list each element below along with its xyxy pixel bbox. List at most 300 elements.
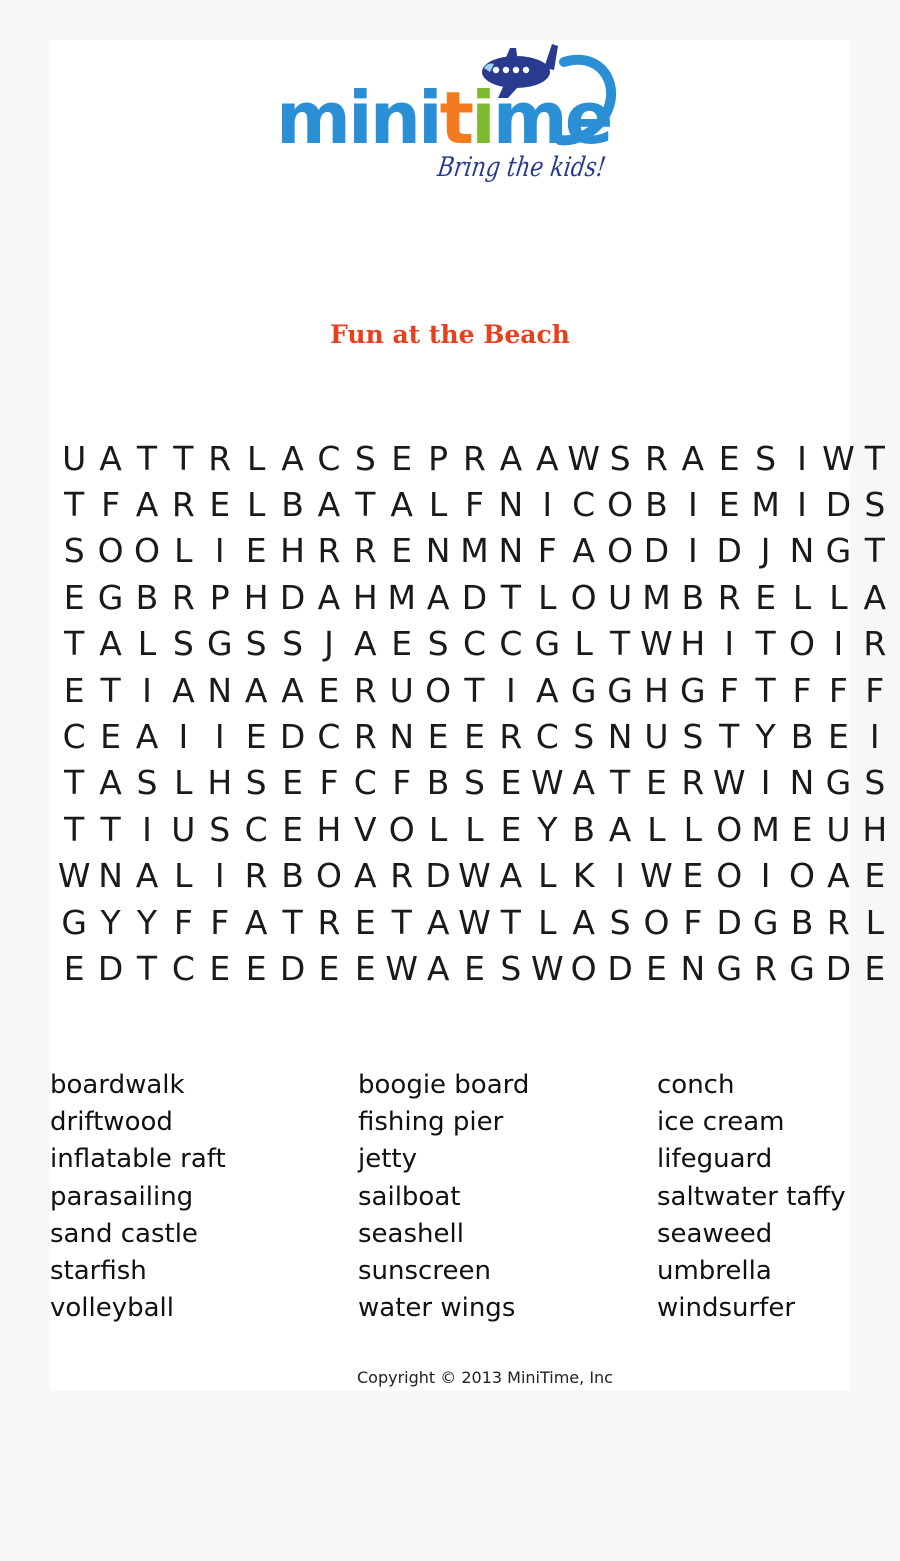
grid-letter: E bbox=[391, 531, 413, 571]
grid-letter: T bbox=[282, 902, 303, 942]
grid-letter: G bbox=[97, 577, 124, 617]
minitime-logo bbox=[276, 40, 626, 205]
grid-letter: R bbox=[390, 856, 414, 896]
grid-letter: H bbox=[644, 670, 669, 710]
grid-letter: C bbox=[317, 717, 341, 757]
grid-letter: T bbox=[64, 624, 85, 664]
grid-letter: C bbox=[353, 763, 377, 803]
grid-letter: A bbox=[135, 485, 159, 525]
grid-letter: W bbox=[458, 856, 491, 896]
grid-letter: D bbox=[279, 717, 306, 757]
grid-letter: I bbox=[506, 670, 516, 710]
grid-letter: H bbox=[243, 577, 269, 617]
grid-letter: N bbox=[207, 670, 233, 710]
grid-letter: T bbox=[609, 624, 631, 664]
grid-letter: E bbox=[464, 717, 485, 757]
grid-row bbox=[56, 481, 893, 527]
word-list-item: lifeguard bbox=[657, 1144, 773, 1175]
grid-letter: T bbox=[173, 438, 194, 478]
grid-letter: B bbox=[790, 717, 814, 757]
grid-letter: U bbox=[62, 438, 87, 478]
grid-letter: B bbox=[135, 577, 159, 617]
grid-letter: T bbox=[355, 485, 376, 525]
grid-letter: A bbox=[244, 902, 268, 942]
grid-letter: G bbox=[61, 902, 87, 942]
grid-letter: G bbox=[825, 531, 852, 571]
grid-letter: A bbox=[281, 438, 304, 478]
grid-letter: F bbox=[865, 670, 885, 710]
grid-letter: O bbox=[425, 670, 452, 710]
grid-letter: W bbox=[57, 856, 91, 896]
grid-row bbox=[56, 667, 893, 713]
grid-letter: F bbox=[173, 902, 193, 942]
word-list-item: driftwood bbox=[50, 1107, 173, 1138]
grid-letter: U bbox=[389, 670, 414, 710]
grid-letter: E bbox=[209, 948, 231, 988]
grid-letter: I bbox=[214, 717, 225, 757]
grid-letter: T bbox=[464, 670, 485, 710]
grid-letter: F bbox=[537, 531, 557, 571]
grid-letter: I bbox=[615, 856, 625, 896]
grid-letter: T bbox=[864, 531, 885, 571]
grid-letter: J bbox=[324, 624, 334, 664]
grid-letter: A bbox=[572, 531, 595, 571]
word-list-item: sailboat bbox=[358, 1181, 461, 1212]
grid-letter: S bbox=[172, 624, 194, 664]
grid-letter: F bbox=[719, 670, 739, 710]
grid-letter: O bbox=[789, 624, 815, 664]
word-list-item: seaweed bbox=[657, 1218, 773, 1249]
grid-letter: E bbox=[827, 717, 849, 757]
grid-letter: L bbox=[647, 809, 666, 849]
grid-letter: L bbox=[246, 438, 266, 478]
grid-letter: E bbox=[245, 717, 267, 757]
grid-letter: A bbox=[99, 763, 122, 803]
grid-row bbox=[56, 435, 893, 481]
word-list-item: jetty bbox=[358, 1144, 417, 1175]
grid-letter: N bbox=[498, 485, 524, 525]
grid-letter: A bbox=[99, 624, 122, 664]
grid-letter: R bbox=[353, 531, 377, 571]
grid-letter: M bbox=[387, 577, 416, 617]
grid-letter: L bbox=[174, 856, 193, 896]
word-list-item: windsurfer bbox=[657, 1293, 796, 1324]
grid-letter: I bbox=[760, 763, 771, 803]
grid-letter: O bbox=[315, 856, 342, 896]
word-list-column-3 bbox=[657, 1067, 846, 1327]
grid-letter: A bbox=[135, 717, 159, 757]
word-list-item: boogie board bbox=[358, 1070, 530, 1100]
grid-letter: A bbox=[499, 856, 523, 896]
grid-letter: F bbox=[828, 670, 848, 710]
grid-letter: A bbox=[281, 670, 304, 710]
grid-letter: R bbox=[317, 531, 341, 571]
grid-letter: A bbox=[572, 763, 595, 803]
grid-letter: T bbox=[64, 763, 85, 803]
grid-row bbox=[56, 760, 893, 806]
grid-letter: P bbox=[428, 438, 449, 478]
grid-letter: R bbox=[171, 577, 195, 617]
worksheet-page bbox=[50, 40, 888, 1391]
grid-letter: E bbox=[354, 948, 376, 988]
grid-letter: G bbox=[825, 763, 852, 803]
word-list-column-2 bbox=[358, 1067, 529, 1327]
grid-letter: R bbox=[171, 485, 195, 525]
grid-letter: B bbox=[426, 763, 450, 803]
word-list-item: boardwalk bbox=[50, 1070, 185, 1100]
grid-letter: E bbox=[282, 763, 303, 803]
grid-row bbox=[56, 528, 893, 574]
grid-letter: W bbox=[385, 948, 419, 988]
grid-letter: M bbox=[751, 809, 780, 849]
grid-letter: D bbox=[279, 577, 306, 617]
grid-letter: L bbox=[538, 577, 557, 617]
grid-letter: R bbox=[208, 438, 232, 478]
grid-letter: R bbox=[317, 902, 341, 942]
grid-letter: W bbox=[822, 438, 855, 478]
grid-letter: S bbox=[755, 438, 777, 478]
grid-letter: A bbox=[426, 902, 450, 942]
grid-letter: E bbox=[427, 717, 449, 757]
grid-letter: C bbox=[317, 438, 341, 478]
grid-row bbox=[56, 621, 893, 667]
grid-letter: S bbox=[609, 438, 631, 478]
grid-letter: A bbox=[172, 670, 195, 710]
grid-letter: I bbox=[869, 717, 880, 757]
word-list-item: water wings bbox=[358, 1293, 516, 1324]
grid-row bbox=[56, 574, 893, 620]
grid-letter: E bbox=[864, 856, 886, 896]
grid-letter: B bbox=[645, 485, 668, 525]
grid-letter: E bbox=[63, 948, 85, 988]
grid-letter: D bbox=[825, 948, 852, 988]
grid-letter: L bbox=[574, 624, 593, 664]
grid-letter: T bbox=[755, 624, 776, 664]
word-list-column-1 bbox=[50, 1067, 226, 1327]
grid-letter: K bbox=[572, 856, 595, 896]
grid-letter: U bbox=[171, 809, 196, 849]
grid-letter: C bbox=[62, 717, 86, 757]
grid-letter: E bbox=[63, 670, 85, 710]
grid-letter: I bbox=[142, 670, 152, 710]
grid-letter: R bbox=[244, 856, 268, 896]
grid-letter: G bbox=[570, 670, 597, 710]
word-list-item: ice cream bbox=[657, 1107, 785, 1138]
grid-letter: Y bbox=[100, 902, 121, 942]
grid-letter: A bbox=[426, 948, 450, 988]
grid-letter: L bbox=[428, 485, 448, 525]
grid-letter: S bbox=[500, 948, 522, 988]
word-list-item: saltwater taffy bbox=[657, 1181, 846, 1212]
grid-letter: E bbox=[718, 485, 740, 525]
grid-letter: E bbox=[646, 763, 667, 803]
grid-letter: F bbox=[683, 902, 703, 942]
word-list-item: umbrella bbox=[657, 1256, 772, 1287]
grid-letter: B bbox=[281, 485, 304, 525]
grid-letter: N bbox=[389, 717, 415, 757]
grid-letter: I bbox=[833, 624, 844, 664]
grid-letter: A bbox=[535, 438, 559, 478]
grid-letter: U bbox=[644, 717, 669, 757]
grid-letter: W bbox=[530, 763, 564, 803]
grid-letter: G bbox=[680, 670, 706, 710]
grid-letter: A bbox=[390, 485, 413, 525]
grid-letter: L bbox=[683, 809, 703, 849]
grid-letter: U bbox=[826, 809, 851, 849]
grid-letter: G bbox=[752, 902, 779, 942]
grid-letter: Y bbox=[755, 717, 776, 757]
grid-letter: R bbox=[826, 902, 850, 942]
grid-letter: A bbox=[535, 670, 559, 710]
grid-letter: N bbox=[789, 531, 815, 571]
grid-letter: E bbox=[354, 902, 376, 942]
grid-letter: I bbox=[178, 717, 189, 757]
grid-letter: A bbox=[863, 577, 887, 617]
grid-letter: S bbox=[682, 717, 704, 757]
grid-letter: L bbox=[792, 577, 812, 617]
grid-letter: B bbox=[790, 902, 814, 942]
grid-letter: R bbox=[863, 624, 887, 664]
grid-letter: C bbox=[462, 624, 487, 664]
grid-letter: L bbox=[174, 763, 193, 803]
grid-letter: N bbox=[425, 531, 451, 571]
logo-wordmark: minitime bbox=[276, 76, 611, 160]
grid-letter: A bbox=[572, 902, 595, 942]
grid-letter: B bbox=[572, 809, 595, 849]
grid-letter: T bbox=[64, 809, 85, 849]
grid-letter: S bbox=[427, 624, 449, 664]
grid-letter: R bbox=[754, 948, 778, 988]
grid-letter: S bbox=[864, 763, 886, 803]
word-list-item: seashell bbox=[358, 1218, 464, 1249]
grid-letter: U bbox=[607, 577, 633, 617]
grid-letter: C bbox=[572, 485, 596, 525]
grid-letter: D bbox=[716, 902, 742, 942]
grid-letter: R bbox=[353, 670, 377, 710]
word-list-item: sand castle bbox=[50, 1218, 198, 1249]
grid-letter: I bbox=[214, 856, 225, 896]
grid-letter: V bbox=[354, 809, 377, 849]
grid-letter: M bbox=[751, 485, 780, 525]
grid-letter: T bbox=[391, 902, 412, 942]
grid-letter: E bbox=[318, 948, 340, 988]
grid-letter: C bbox=[499, 624, 523, 664]
grid-letter: A bbox=[499, 438, 523, 478]
word-list-item: starfish bbox=[50, 1256, 147, 1287]
grid-letter: D bbox=[425, 856, 451, 896]
word-list-item: inflatable raft bbox=[50, 1144, 226, 1175]
grid-letter: L bbox=[538, 856, 557, 896]
grid-letter: O bbox=[133, 531, 160, 571]
grid-letter: O bbox=[97, 531, 124, 571]
grid-letter: L bbox=[137, 624, 157, 664]
grid-letter: N bbox=[680, 948, 706, 988]
grid-letter: R bbox=[681, 763, 705, 803]
grid-letter: S bbox=[209, 809, 231, 849]
grid-letter: E bbox=[391, 438, 413, 478]
grid-letter: L bbox=[538, 902, 557, 942]
grid-letter: J bbox=[760, 531, 771, 571]
grid-letter: T bbox=[755, 670, 776, 710]
grid-letter: T bbox=[100, 809, 121, 849]
grid-letter: G bbox=[607, 670, 633, 710]
grid-letter: A bbox=[317, 485, 341, 525]
copyright-notice: Copyright © 2013 MiniTime, Inc bbox=[357, 1368, 613, 1387]
grid-letter: C bbox=[244, 809, 268, 849]
grid-letter: W bbox=[640, 624, 673, 664]
grid-letter: F bbox=[792, 670, 812, 710]
grid-letter: B bbox=[281, 856, 304, 896]
grid-letter: I bbox=[687, 531, 698, 571]
grid-letter: I bbox=[214, 531, 225, 571]
grid-letter: S bbox=[354, 438, 376, 478]
grid-letter: T bbox=[500, 577, 521, 617]
grid-letter: B bbox=[681, 577, 705, 617]
grid-letter: E bbox=[245, 531, 267, 571]
grid-row bbox=[56, 945, 893, 991]
grid-letter: D bbox=[825, 485, 852, 525]
grid-letter: G bbox=[206, 624, 233, 664]
grid-letter: H bbox=[680, 624, 706, 664]
grid-letter: E bbox=[464, 948, 485, 988]
grid-letter: T bbox=[64, 485, 85, 525]
grid-letter: I bbox=[542, 485, 553, 525]
grid-letter: S bbox=[464, 763, 485, 803]
grid-letter: E bbox=[391, 624, 413, 664]
grid-letter: S bbox=[609, 902, 631, 942]
grid-letter: L bbox=[465, 809, 484, 849]
grid-letter: A bbox=[244, 670, 268, 710]
grid-row bbox=[56, 853, 893, 899]
grid-letter: S bbox=[245, 763, 267, 803]
grid-letter: S bbox=[63, 531, 85, 571]
grid-row bbox=[56, 713, 893, 759]
grid-letter: E bbox=[100, 717, 122, 757]
grid-letter: F bbox=[465, 485, 484, 525]
grid-letter: E bbox=[209, 485, 231, 525]
grid-letter: I bbox=[797, 438, 807, 478]
grid-letter: D bbox=[716, 531, 742, 571]
grid-letter: H bbox=[352, 577, 378, 617]
grid-letter: A bbox=[827, 856, 850, 896]
word-list-item: fishing pier bbox=[358, 1107, 504, 1138]
grid-letter: P bbox=[209, 577, 230, 617]
grid-letter: T bbox=[100, 670, 121, 710]
grid-letter: O bbox=[716, 856, 743, 896]
grid-letter: H bbox=[207, 763, 233, 803]
grid-letter: F bbox=[392, 763, 412, 803]
grid-letter: E bbox=[318, 670, 340, 710]
grid-letter: W bbox=[712, 763, 746, 803]
grid-letter: L bbox=[174, 531, 193, 571]
grid-letter: A bbox=[608, 809, 632, 849]
grid-letter: R bbox=[717, 577, 741, 617]
grid-letter: H bbox=[316, 809, 342, 849]
grid-letter: R bbox=[499, 717, 523, 757]
grid-letter: E bbox=[718, 438, 740, 478]
grid-letter: A bbox=[99, 438, 122, 478]
grid-letter: D bbox=[643, 531, 670, 571]
grid-letter: T bbox=[500, 902, 521, 942]
grid-letter: O bbox=[643, 902, 670, 942]
grid-letter: O bbox=[388, 809, 415, 849]
grid-letter: R bbox=[463, 438, 486, 478]
grid-letter: D bbox=[279, 948, 306, 988]
grid-letter: G bbox=[534, 624, 561, 664]
grid-letter: I bbox=[724, 624, 735, 664]
grid-letter: L bbox=[829, 577, 848, 617]
logo-tagline: Bring the kids! bbox=[435, 152, 608, 183]
grid-letter: E bbox=[864, 948, 886, 988]
grid-letter: O bbox=[716, 809, 743, 849]
grid-letter: T bbox=[136, 438, 158, 478]
grid-letter: E bbox=[682, 856, 704, 896]
grid-letter: A bbox=[354, 624, 377, 664]
word-list-item: conch bbox=[657, 1070, 735, 1100]
grid-letter: C bbox=[171, 948, 195, 988]
grid-letter: E bbox=[500, 809, 522, 849]
word-list-item: parasailing bbox=[50, 1181, 194, 1212]
word-list-item: volleyball bbox=[50, 1293, 175, 1324]
grid-letter: E bbox=[245, 948, 267, 988]
grid-letter: I bbox=[760, 856, 771, 896]
grid-letter: I bbox=[142, 809, 152, 849]
grid-letter: S bbox=[573, 717, 595, 757]
grid-letter: I bbox=[797, 485, 807, 525]
grid-letter: M bbox=[642, 577, 671, 617]
grid-letter: C bbox=[535, 717, 559, 757]
grid-letter: W bbox=[530, 948, 564, 988]
grid-letter: S bbox=[864, 485, 886, 525]
grid-letter: D bbox=[461, 577, 488, 617]
grid-letter: L bbox=[865, 902, 884, 942]
grid-letter: A bbox=[681, 438, 705, 478]
grid-letter: A bbox=[426, 577, 450, 617]
grid-letter: D bbox=[97, 948, 124, 988]
grid-letter: E bbox=[282, 809, 303, 849]
grid-letter: F bbox=[210, 902, 230, 942]
grid-letter: H bbox=[280, 531, 305, 571]
grid-letter: O bbox=[607, 531, 634, 571]
grid-letter: W bbox=[458, 902, 491, 942]
grid-letter: O bbox=[570, 948, 597, 988]
word-list-item: sunscreen bbox=[358, 1256, 491, 1287]
grid-letter: A bbox=[135, 856, 159, 896]
grid-letter: A bbox=[354, 856, 377, 896]
grid-row bbox=[56, 899, 893, 945]
grid-letter: L bbox=[246, 485, 266, 525]
grid-letter: T bbox=[136, 948, 158, 988]
grid-letter: W bbox=[640, 856, 673, 896]
grid-letter: G bbox=[789, 948, 815, 988]
grid-letter: S bbox=[136, 763, 158, 803]
grid-letter: O bbox=[789, 856, 815, 896]
grid-letter: I bbox=[687, 485, 698, 525]
grid-letter: A bbox=[317, 577, 341, 617]
grid-letter: E bbox=[755, 577, 777, 617]
grid-letter: N bbox=[98, 856, 123, 896]
grid-letter: E bbox=[500, 763, 522, 803]
grid-letter: E bbox=[791, 809, 813, 849]
grid-letter: N bbox=[607, 717, 633, 757]
grid-letter: E bbox=[646, 948, 667, 988]
grid-row bbox=[56, 806, 893, 852]
grid-letter: R bbox=[644, 438, 668, 478]
grid-letter: T bbox=[864, 438, 885, 478]
grid-letter: W bbox=[567, 438, 600, 478]
grid-letter: D bbox=[607, 948, 633, 988]
grid-letter: Y bbox=[537, 809, 558, 849]
